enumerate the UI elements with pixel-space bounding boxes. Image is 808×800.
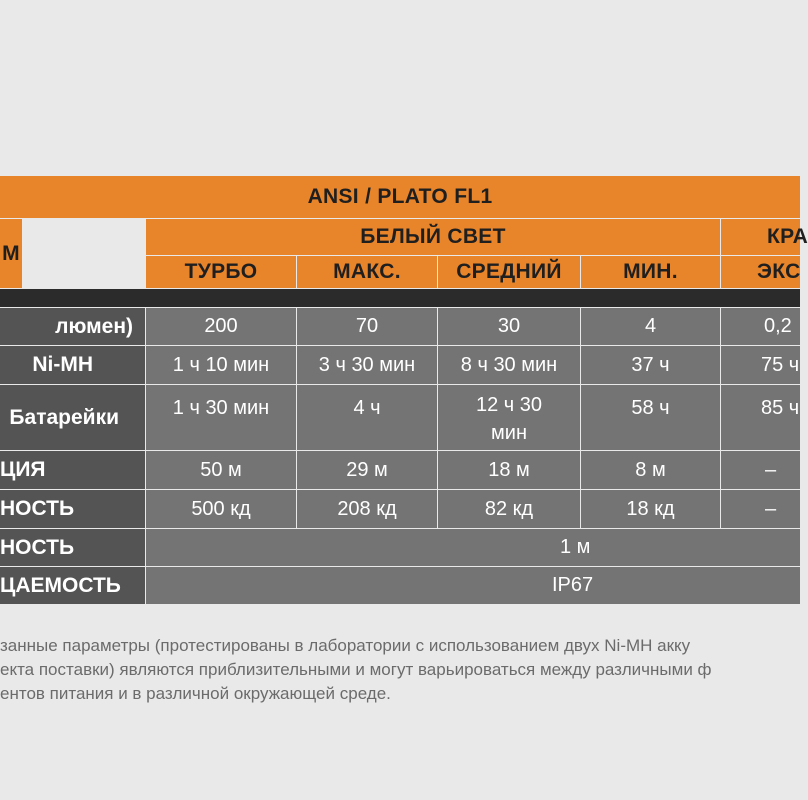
table-cell: 30 [438, 308, 580, 345]
table-cell-text: 85 ч [761, 397, 800, 419]
table-cell: 200 [146, 308, 296, 345]
row-label-nimh: Ni-MH [0, 346, 145, 384]
table-cell: 8 ч 30 мин [438, 346, 580, 384]
footnote-line: занные параметры (протестированы в лаборатории с использованием двух Ni-MH акку [0, 636, 691, 655]
mode-header-turbo: ТУРБО [146, 256, 296, 288]
footnote-line: екта поставки) являются приблизительными и могут варьироваться между различными ф [0, 660, 712, 679]
row-label-water: ЦАЕМОСТЬ [0, 567, 145, 604]
table-cell: 18 м [438, 451, 580, 489]
table-cell: 500 кд [146, 490, 296, 528]
table-cell [721, 490, 800, 528]
red-light-header [721, 219, 808, 255]
white-light-header: БЕЛЫЙ СВЕТ [146, 219, 720, 255]
table-cell: 1 ч 30 мин [146, 385, 296, 450]
table-cell: 82 кд [438, 490, 580, 528]
table-cell: 70 [297, 308, 437, 345]
table-cell [721, 385, 800, 450]
table-cell: 208 кд [297, 490, 437, 528]
table-cell: 18 кд [581, 490, 720, 528]
corner-header: M [0, 219, 22, 288]
row-label-distance: ЦИЯ [0, 451, 145, 489]
table-title: ANSI / PLATO FL1 [0, 176, 800, 218]
mode-header-min: МИН. [581, 256, 720, 288]
row-label-intensity: НОСТЬ [0, 490, 145, 528]
header-separator [0, 289, 800, 307]
row-label-batteries: Батарейки [0, 385, 145, 450]
table-cell-text: 75 ч [761, 353, 800, 376]
table-cell-text: – [765, 458, 777, 481]
table-cell: 1 ч 10 мин [146, 346, 296, 384]
mode-header-eco [721, 256, 800, 288]
mode-header-medium: СРЕДНИЙ [438, 256, 580, 288]
table-cell: 4 ч [297, 385, 437, 450]
table-cell [721, 346, 800, 384]
table-cell: 8 м [581, 451, 720, 489]
table-cell: 50 м [146, 451, 296, 489]
row-label-impact: НОСТЬ [0, 529, 145, 566]
footnote-line: ентов питания и в различной окружающей среде. [0, 684, 391, 703]
mode-header-max: МАКС. [297, 256, 437, 288]
red-light-label: КРА [767, 225, 808, 248]
table-cell: 4 [581, 308, 720, 345]
table-cell [721, 308, 800, 345]
table-cell: 37 ч [581, 346, 720, 384]
table-cell-text: 0,2 [764, 315, 792, 337]
table-cell [721, 451, 800, 489]
merged-cell-impact: 1 м [146, 529, 800, 566]
table-cell-text: – [765, 497, 777, 520]
table-cell: 58 ч [581, 385, 720, 450]
table-cell: 12 ч 30 мин [438, 385, 580, 450]
row-label-lumen: люмен) [0, 308, 145, 345]
mode-header-eco-label: ЭКС [757, 260, 801, 283]
merged-cell-water: IP67 [146, 567, 800, 604]
table-cell: 3 ч 30 мин [297, 346, 437, 384]
table-cell: 29 м [297, 451, 437, 489]
